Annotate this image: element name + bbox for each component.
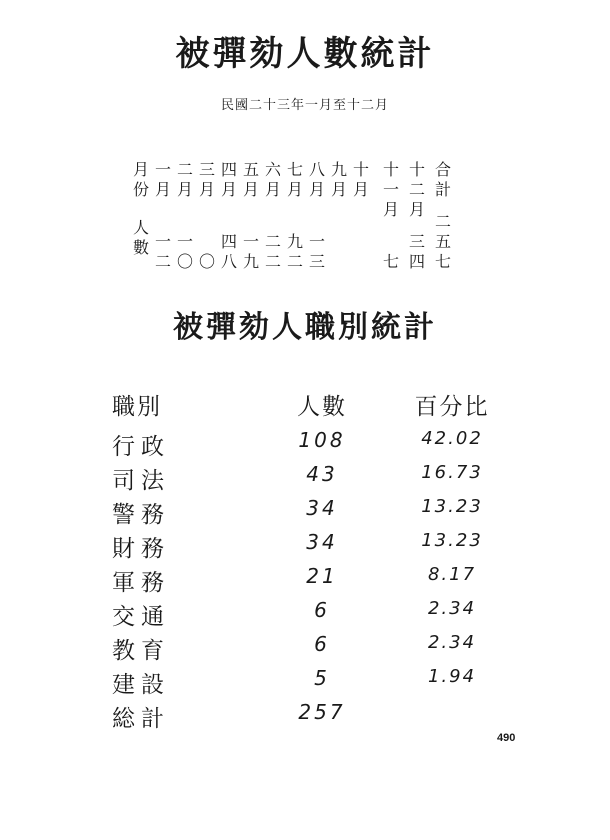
row-category: 教育 bbox=[112, 638, 170, 664]
table-row bbox=[112, 598, 532, 631]
row-category: 財務 bbox=[112, 536, 170, 562]
month-label: 五 月 bbox=[242, 160, 259, 199]
row-count: 6 bbox=[314, 598, 330, 622]
row-percent: 42.02 bbox=[421, 428, 483, 449]
month-label: 一 月 bbox=[154, 160, 171, 199]
row-percent: 13.23 bbox=[421, 496, 483, 517]
header-category: 職別 bbox=[112, 394, 162, 420]
month-label: 十 月 bbox=[352, 160, 369, 199]
row-category: 警務 bbox=[112, 502, 170, 528]
month-label: 八 月 bbox=[308, 160, 325, 199]
month-count: 一 三 bbox=[308, 232, 325, 271]
header-percent: 百分比 bbox=[414, 394, 490, 420]
row-count: 43 bbox=[306, 462, 338, 486]
row-count: 6 bbox=[314, 632, 330, 656]
month-count: 三 四 bbox=[408, 232, 425, 271]
month-count: 〇 bbox=[198, 252, 215, 271]
month-label: 十 二 月 bbox=[408, 160, 425, 219]
month-count: 七 bbox=[382, 252, 399, 271]
row-category: 司法 bbox=[112, 468, 170, 494]
row-category: 総計 bbox=[112, 706, 170, 732]
month-label: 合 計 bbox=[434, 160, 451, 199]
row-category: 建設 bbox=[112, 672, 170, 698]
table-row bbox=[112, 530, 532, 563]
row-percent: 13.23 bbox=[421, 530, 483, 551]
month-label: 十 一 月 bbox=[382, 160, 399, 219]
date-range-subtitle: 民國二十三年一月至十二月 bbox=[220, 98, 389, 113]
table-header-row bbox=[112, 388, 532, 421]
header-count: 人數 bbox=[297, 394, 347, 420]
table-row bbox=[112, 462, 532, 495]
count-row-label: 人 數 bbox=[132, 218, 149, 257]
table-row bbox=[112, 496, 532, 529]
month-count: 一 九 bbox=[242, 232, 259, 271]
row-count: 257 bbox=[298, 700, 346, 724]
month-count: 二 二 bbox=[264, 232, 281, 271]
row-count: 34 bbox=[306, 530, 338, 554]
occupation-title: 被彈劾人職別統計 bbox=[173, 310, 437, 345]
table-row bbox=[112, 666, 532, 699]
row-count: 5 bbox=[314, 666, 330, 690]
row-percent: 8.17 bbox=[427, 564, 477, 585]
row-percent: 1.94 bbox=[427, 666, 477, 687]
month-label: 七 月 bbox=[286, 160, 303, 199]
month-label: 二 月 bbox=[176, 160, 193, 199]
row-category: 交通 bbox=[112, 604, 170, 630]
month-count: 九 二 bbox=[286, 232, 303, 271]
row-count: 34 bbox=[306, 496, 338, 520]
row-percent: 16.73 bbox=[421, 462, 483, 483]
row-count: 108 bbox=[298, 428, 346, 452]
row-percent: 2.34 bbox=[427, 598, 477, 619]
table-row bbox=[112, 564, 532, 597]
table-row bbox=[112, 632, 532, 665]
month-count: 二 五 七 bbox=[434, 212, 451, 271]
table-row bbox=[112, 428, 532, 461]
month-count: 四 八 bbox=[220, 232, 237, 271]
table-row-total bbox=[112, 700, 532, 733]
page-number: 490 bbox=[497, 732, 516, 744]
row-category: 軍務 bbox=[112, 570, 170, 596]
month-count: 一 〇 bbox=[176, 232, 193, 271]
page-title: 被彈劾人數統計 bbox=[175, 34, 435, 74]
month-row-label: 月 份 bbox=[132, 160, 149, 199]
row-percent: 2.34 bbox=[427, 632, 477, 653]
month-label: 四 月 bbox=[220, 160, 237, 199]
month-label: 三 月 bbox=[198, 160, 215, 199]
month-label: 六 月 bbox=[264, 160, 281, 199]
month-label: 九 月 bbox=[330, 160, 347, 199]
month-count: 一 二 bbox=[154, 232, 171, 271]
row-category: 行政 bbox=[112, 434, 170, 460]
row-count: 21 bbox=[306, 564, 338, 588]
